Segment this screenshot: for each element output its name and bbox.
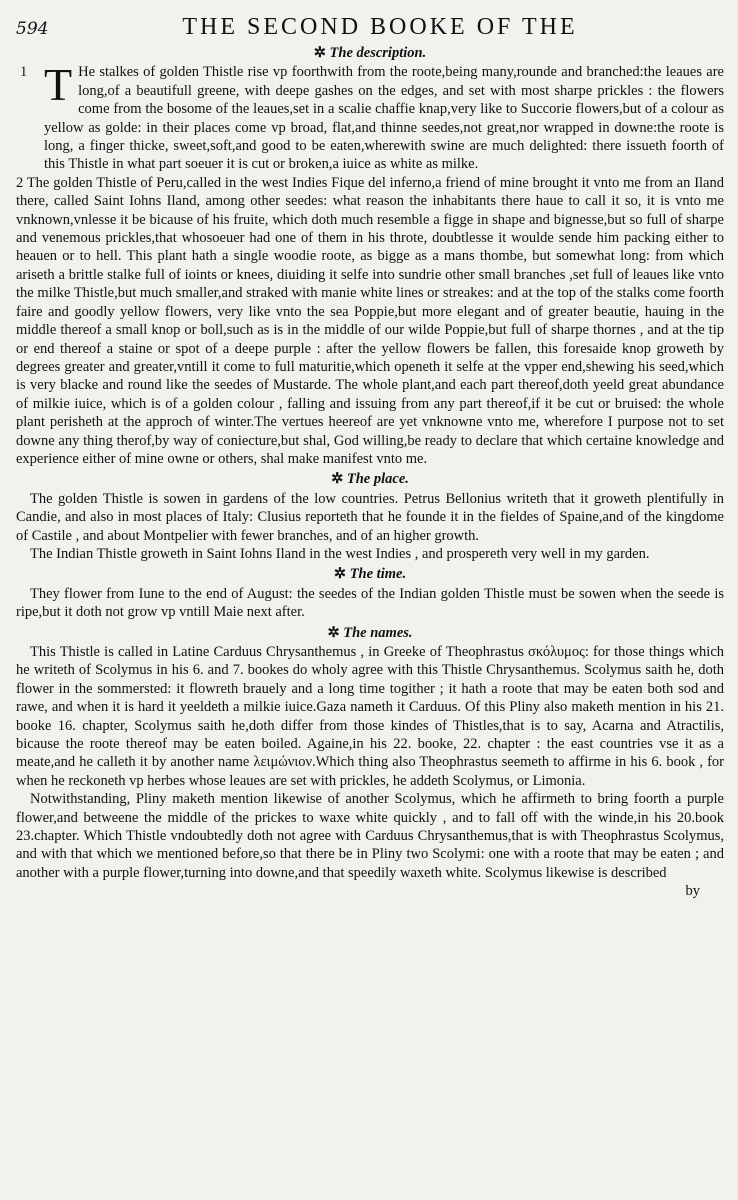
page-number: 594 bbox=[16, 19, 49, 39]
running-title: THE SECOND BOOKE OF THE bbox=[182, 14, 578, 40]
description-paragraph-1 bbox=[16, 59, 724, 173]
names-paragraph-1: This Thistle is called in Latine Carduus Chrysanthemus , in Greeke of Theophrastus σκόλυμος: for those things which he writeth of Scolymus in his 6. and 7. bookes do wholy agree with this Thistle Chrysanthemus. Scolymus saith he, doth flower in the sommersted: it flowreth brauely and a long time togither ; it hath a roote that may be eaten both sod and rawe, and when it is hard it yeeldeth a milkie iuice.Gaza nameth it Carduus. Of this Pliny also maketh mention in his 21. booke 16. chapter, Scolymus saith he,doth differ from those kindes of Thistles,that is to say, Acarna and Atractilis, bicause the roote thereof may be eaten boiled. Againe,in his 22. booke, 22. chapter : the east countries vse it as a meate,and he calleth it by another name λειμώνιον.Which thing also Theophrastus seemeth to affirme in his 6. book , for when he reckoneth vp herbes whose leaues are set with prickles, he addeth Scolymus, or Limonia. bbox=[16, 644, 724, 789]
time-paragraph: They flower from Iune to the end of August: the seedes of the Indian golden Thistle must be sowen when the seede is ripe,but it doth not grow vp vntill Maie next after. bbox=[16, 585, 724, 621]
names-paragraph-2: Notwithstanding, Pliny maketh mention likewise of another Scolymus, which he affirmeth to bring foorth a purple flower,and betweene the middle of the prickes to waxe white quickly , and to fall off with the winde,in his 20.book 23.chapter. Which Thistle vndoubtedly doth not agree with Carduus Chrysanthemus,that is with Theophrastus Scolymus, and with that which we mentioned before,so that there be in Pliny two Scolymi: one with a roote that may be eaten ; and another with a purple flower,turning into downe,and that speedily waxeth white. Scolymus likewise is described bbox=[16, 791, 724, 881]
asterism-icon: ✲ bbox=[313, 45, 330, 61]
section-heading-place: ✲ The place. bbox=[331, 471, 409, 488]
asterism-icon: ✲ bbox=[331, 471, 347, 488]
paragraph-text: He stalkes of golden Thistle rise vp foorthwith from the roote,being many,rounde and branched:the leaues are long,of a beautifull greene, with deepe gashes on the edges, and set with most sharpe prickles : the flowers come from the bosome of the leaues,set in a scalie chaffie knap,very like to Succorie flowers,but of a colour as yellow as golde: in their places come vp broad, flat,and thinne seedes,not great,nor wrapped in downe:the roote is long, a finger thicke, sweet,soft,and good to be eaten,wherewith swine are much delighted: there issueth foorth of this Thistle in what part soeuer it is cut or broken,a iuice as white as milke. bbox=[44, 64, 724, 173]
page-header bbox=[16, 14, 724, 42]
drop-cap: T bbox=[44, 59, 73, 111]
description-paragraph-2: 2 The golden Thistle of Peru,called in the west Indies Fique del inferno,a friend of mine brought it vnto me from an Iland there, called Saint Iohns Iland, among other seedes: what reason the inhabitants there haue to call it so, it is vnto me vnknown,vnlesse it be bicause of his fruite, which doth much resemble a figge in shape and bignesse,but so full of sharpe and venemous prickles,that whosoeuer had one of them in his throte, doubtlesse it woulde sende him packing either to heauen or to hell. This plant hath a single woodie roote, as bigge as a mans thombe, but somewhat long: from which ariseth a brittle stalke full of ioints or knees, diuiding it selfe into sundrie other small branches ,set full of leaues like vnto the milke Thistle,but much smaller,and straked with manie white lines or streakes: and at the top of the stalks come foorth faire and goodly yellow flowers, very like vnto the sea Poppie,but more elegant and of greater beautie, hauing in the middle thereof a small knop or boll,such as is in the middle of our wilde Poppie,but full of sharpe thornes , and at the tip or end thereof a staine or spot of a deepe purple : after the yellow flowers be fallen, this foresaide knop groweth by degrees greater and greater,vntill it come to full maturitie,which openeth it selfe at the vpper end,shewing his seed,which is very blacke and round like the seedes of Mustarde. The whole plant,and each part thereof,doth yeeld great abundance of milkie iuice, which is of a golden colour , falling and issuing from any part thereof,if it be cut or bruised: the whole plant perisheth at the approch of winter.The vertues heereof are yet vnknowne vnto me, wherefore I purpose not to set downe any thing therof,by way of coniecture,but shal, God willing,be ready to declare that which certaine knowledge and experience either of mine owne or others, shal make manifest vnto me. bbox=[16, 174, 724, 467]
paragraph-number: 1 bbox=[20, 64, 28, 81]
catchword: by bbox=[685, 883, 700, 900]
place-paragraph-2: The Indian Thistle groweth in Saint Iohns Iland in the west Indies , and prospereth very well in my garden. bbox=[30, 545, 650, 562]
section-heading-description: ✲ The description. bbox=[313, 45, 427, 61]
page-body bbox=[16, 44, 724, 901]
asterism-icon: ✲ bbox=[327, 624, 344, 641]
section-heading-time: ✲ The time. bbox=[333, 566, 407, 583]
section-heading-names: ✲ The names. bbox=[327, 624, 413, 641]
asterism-icon: ✲ bbox=[333, 566, 350, 583]
place-paragraph-1: The golden Thistle is sowen in gardens of the low countries. Petrus Bellonius writeth that it groweth plentifully in Candie, and also in most places of Italy: Clusius reporteth that he founde it in the fieldes of Spaine,and of the kingdome of Castile , and about Montpelier with fewer branches, and of an higher growth. bbox=[16, 490, 724, 544]
